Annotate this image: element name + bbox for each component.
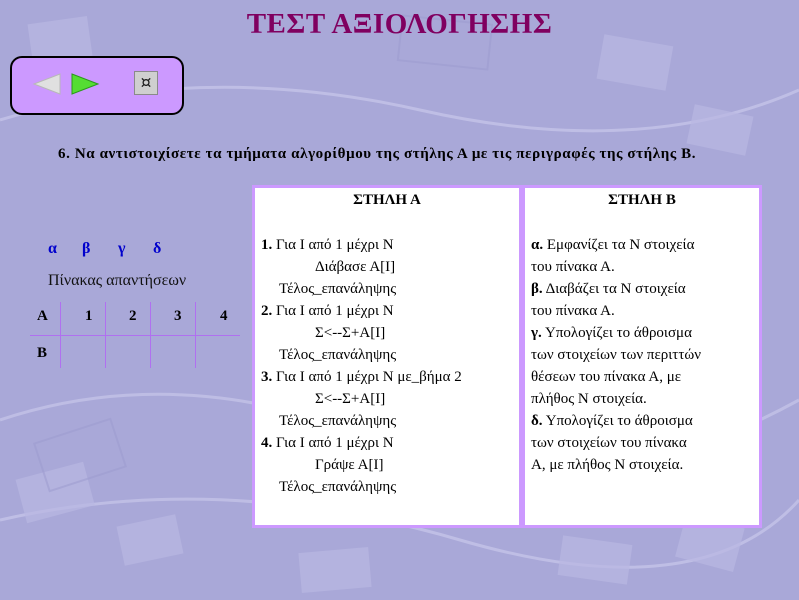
description-delta-line-3: Α, με πλήθος Ν στοιχεία. [531, 457, 684, 473]
algorithm-3-line-2: Σ<--Σ+Α[Ι] [315, 391, 386, 407]
description-gamma-line-4: πλήθος Ν στοιχεία. [531, 391, 647, 407]
description-alpha-line-2: του πίνακα Α. [531, 259, 615, 275]
back-arrow-icon[interactable] [32, 73, 64, 95]
question-body: Να αντιστοιχίσετε τα τμήματα αλγορίθμου της στήλης Α με τις περιγραφές της στήλης Β. [74, 146, 697, 162]
grid-line [150, 302, 151, 368]
description-alpha-line-1: α. Εμφανίζει τα Ν στοιχεία [531, 237, 695, 253]
row-a-label: Α [37, 308, 48, 324]
description-delta-line-2: των στοιχείων του πίνακα [531, 435, 687, 451]
navigation-panel [10, 56, 184, 115]
column-b-list [525, 234, 759, 476]
algorithm-3-line-1: 3. Για Ι από 1 μέχρι Ν με_βήμα 2 [261, 369, 462, 385]
grid-line [105, 302, 106, 368]
column-b-panel [522, 185, 762, 528]
algorithm-1-line-3: Τέλος_επανάληψης [279, 281, 397, 297]
description-gamma-line-2: των στοιχείων των περιττών [531, 347, 702, 363]
algorithm-4-line-1: 4. Για Ι από 1 μέχρι Ν [261, 435, 394, 451]
description-gamma-line-3: θέσεων του πίνακα Α, με [531, 369, 682, 385]
page-title: ΤΕΣΤ ΑΞΙΟΛΟΓΗΣΗΣ [246, 8, 553, 40]
option-delta[interactable]: δ [153, 240, 162, 257]
home-icon[interactable]: ¤ [134, 71, 158, 95]
answer-number-4: 4 [220, 308, 228, 324]
algorithm-4-line-3: Τέλος_επανάληψης [279, 479, 397, 495]
forward-arrow-icon[interactable] [68, 73, 100, 95]
algorithm-1-line-2: Διάβασε Α[Ι] [315, 259, 396, 275]
column-a-list [255, 234, 519, 498]
answer-table-label: Πίνακας απαντήσεων [48, 272, 187, 289]
answer-slot-1[interactable] [68, 340, 100, 364]
column-b-header: ΣΤΗΛΗ Β [608, 192, 676, 208]
answer-number-2: 2 [129, 308, 137, 324]
option-gamma[interactable]: γ [118, 240, 126, 257]
algorithm-2-line-1: 2. Για Ι από 1 μέχρι Ν [261, 303, 394, 319]
algorithm-3-line-3: Τέλος_επανάληψης [279, 413, 397, 429]
algorithm-2-line-2: Σ<--Σ+Α[Ι] [315, 325, 386, 341]
grid-line [60, 302, 61, 368]
algorithm-4-line-2: Γράψε Α[Ι] [315, 457, 384, 473]
answer-number-3: 3 [174, 308, 182, 324]
grid-line [195, 302, 196, 368]
answer-slot-4[interactable] [203, 340, 235, 364]
algorithm-1-line-1: 1. Για Ι από 1 μέχρι Ν [261, 237, 394, 253]
question-number: 6. [58, 146, 71, 162]
row-b-label: Β [37, 345, 48, 361]
description-gamma-line-1: γ. Υπολογίζει το άθροισμα [531, 325, 692, 341]
answer-slot-3[interactable] [158, 340, 190, 364]
answer-slot-2[interactable] [113, 340, 145, 364]
grid-line [30, 335, 240, 336]
option-alpha[interactable]: α [48, 240, 57, 257]
option-beta[interactable]: β [82, 240, 91, 257]
column-a-header: ΣΤΗΛΗ Α [353, 192, 421, 208]
algorithm-2-line-3: Τέλος_επανάληψης [279, 347, 397, 363]
description-delta-line-1: δ. Υπολογίζει το άθροισμα [531, 413, 693, 429]
question-text [58, 143, 758, 165]
column-a-panel [252, 185, 522, 528]
answer-number-1: 1 [85, 308, 93, 324]
description-beta-line-1: β. Διαβάζει τα Ν στοιχεία [531, 281, 686, 297]
description-beta-line-2: του πίνακα Α. [531, 303, 615, 319]
